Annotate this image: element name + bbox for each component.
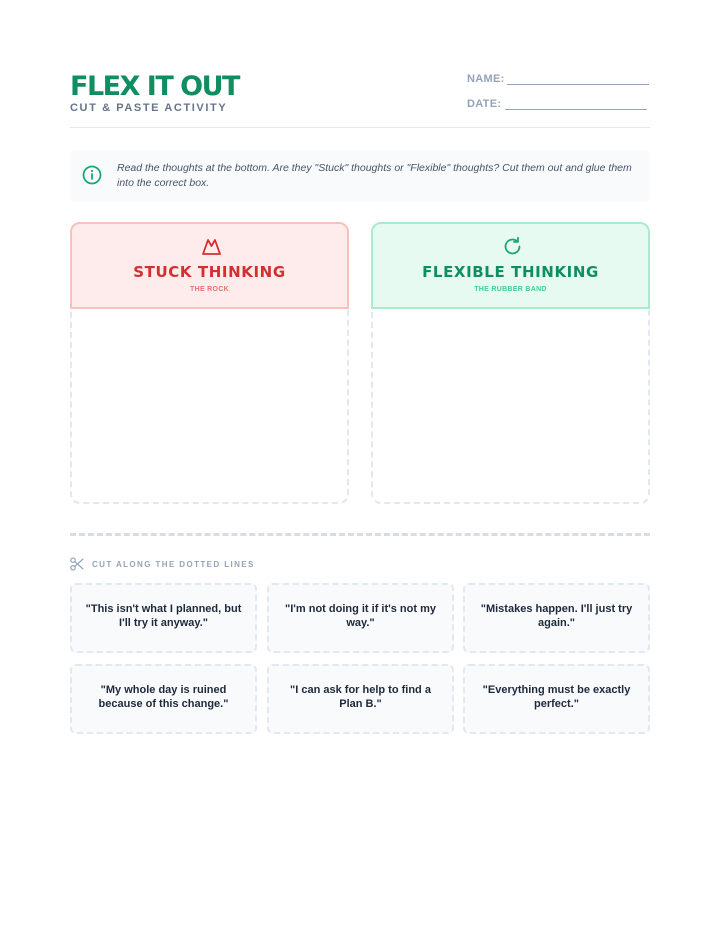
date-field[interactable] bbox=[467, 97, 647, 110]
flexible-thinking-box bbox=[371, 222, 650, 504]
thought-card-text: "Everything must be exactly perfect." bbox=[482, 684, 631, 710]
stuck-thinking-box bbox=[70, 222, 349, 504]
thought-card[interactable] bbox=[463, 583, 650, 653]
thought-card-text: "My whole day is ruined because of this change." bbox=[98, 684, 229, 710]
thought-card[interactable] bbox=[70, 664, 257, 734]
thought-card-text: "I can ask for help to find a Plan B." bbox=[290, 684, 431, 710]
flexible-thinking-drop-area[interactable] bbox=[371, 308, 650, 504]
flexible-thinking-title: FLEXIBLE THINKING bbox=[422, 263, 599, 281]
thought-card[interactable] bbox=[267, 664, 454, 734]
flexible-thinking-subtitle: THE RUBBER BAND bbox=[474, 286, 547, 293]
stuck-thinking-title: STUCK THINKING bbox=[133, 263, 286, 281]
info-icon bbox=[82, 165, 102, 185]
instructions-text: Read the thoughts at the bottom. Are they "Stuck" thoughts or "Flexible" thoughts? Cut them out and glue them into the correct box. bbox=[117, 162, 632, 189]
thought-card-text: "I'm not doing it if it's not my way." bbox=[285, 603, 436, 629]
scissors-icon bbox=[70, 557, 84, 571]
page-subtitle: CUT & PASTE ACTIVITY bbox=[70, 102, 228, 114]
name-label: NAME: bbox=[467, 73, 505, 85]
mountain-icon bbox=[201, 236, 222, 257]
cut-label: CUT ALONG THE DOTTED LINES bbox=[92, 559, 255, 569]
thought-card[interactable] bbox=[70, 583, 257, 653]
cut-instruction bbox=[70, 557, 255, 571]
thought-card-text: "This isn't what I planned, but I'll try it anyway." bbox=[85, 603, 242, 629]
instructions-panel bbox=[70, 150, 650, 202]
thought-card[interactable] bbox=[463, 664, 650, 734]
header-divider bbox=[70, 127, 650, 128]
refresh-icon bbox=[502, 236, 523, 257]
stuck-thinking-subtitle: THE ROCK bbox=[190, 286, 229, 293]
thought-card[interactable] bbox=[267, 583, 454, 653]
thought-card-text: "Mistakes happen. I'll just try again." bbox=[480, 603, 633, 629]
date-label: DATE: bbox=[467, 98, 502, 110]
stuck-thinking-header bbox=[70, 222, 349, 309]
date-line[interactable] bbox=[505, 97, 647, 110]
page-title: FLEX IT OUT bbox=[70, 71, 239, 102]
worksheet-header bbox=[70, 68, 650, 128]
name-field[interactable] bbox=[467, 72, 649, 85]
cut-divider bbox=[70, 533, 650, 536]
flexible-thinking-header bbox=[371, 222, 650, 309]
stuck-thinking-drop-area[interactable] bbox=[70, 308, 349, 504]
name-line[interactable] bbox=[507, 72, 649, 85]
